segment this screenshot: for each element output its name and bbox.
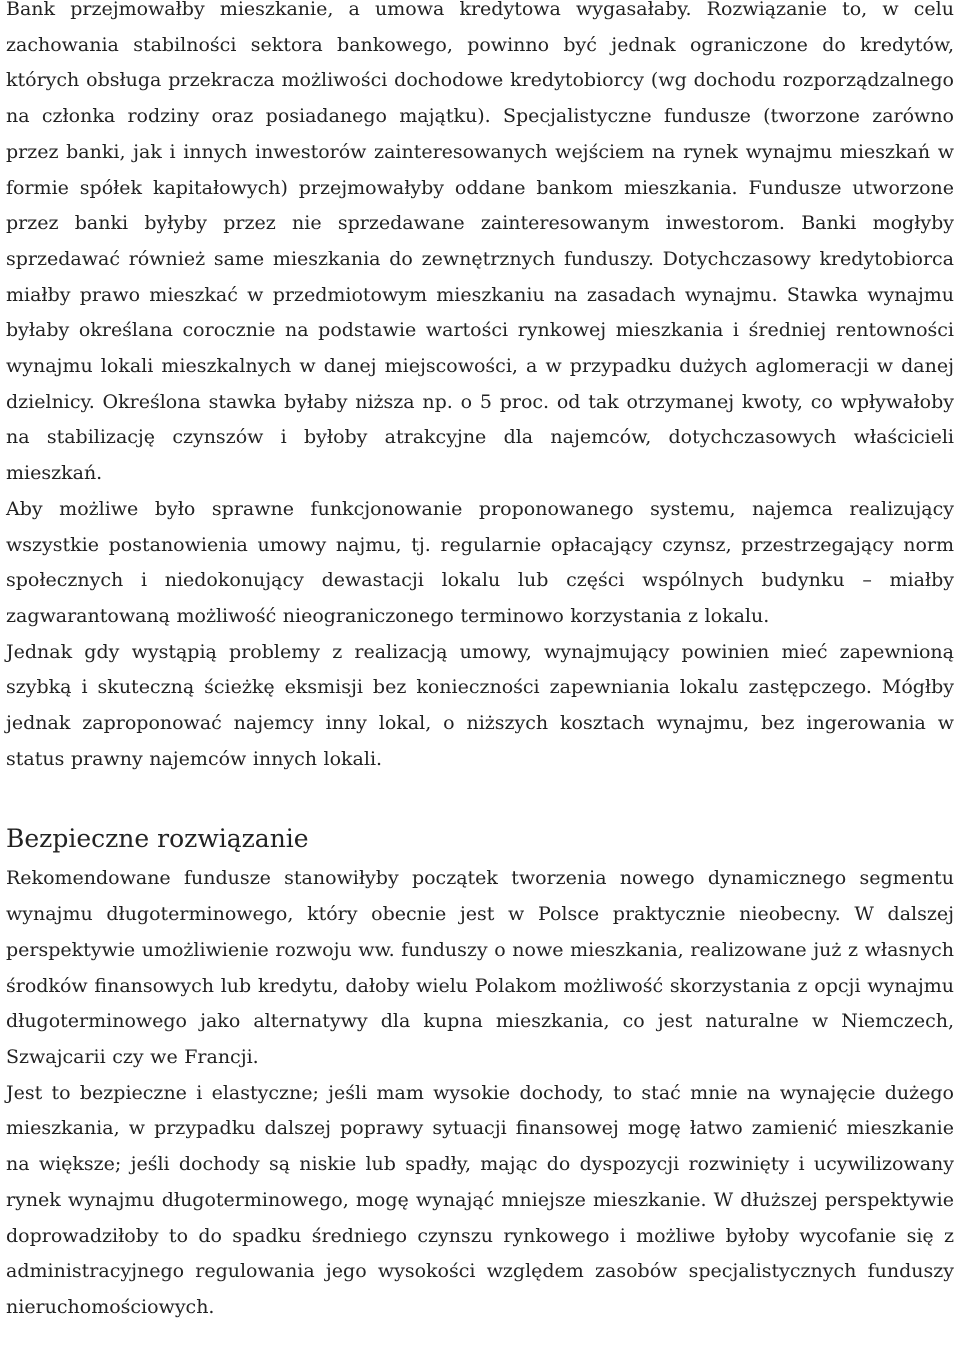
paragraph: Jednak gdy wystąpią problemy z realizacją umowy, wynajmujący powinien mieć zapewnioną szybką i skuteczną ścieżkę eksmisji bez konieczności zapewniania lokalu zastępczego. Mógłby jednak zaproponować najemcy inny lokal, o niższych kosztach wynajmu, bez ingerowania w status prawny najemców innych lokali.	[6, 640, 954, 770]
paragraph: Aby możliwe było sprawne funkcjonowanie proponowanego systemu, najemca realizujący wszystkie postanowienia umowy najmu, tj. regularnie opłacający czynsz, przestrzegający norm społecznych i niedokonujący dewastacji lokalu lub części wspólnych budynku – miałby zagwarantowaną możliwość nieograniczonego terminowo korzystania z lokalu.	[6, 497, 954, 627]
paragraph: Rekomendowane fundusze stanowiłyby początek tworzenia nowego dynamicznego segmentu wynajmu długoterminowego, który obecnie jest w Polsce praktycznie nieobecny. W dalszej perspektywie umożliwienie rozwoju ww. funduszy o nowe mieszkania, realizowane już z własnych środków finansowych lub kredytu, dałoby wielu Polakom możliwość skorzystania z opcji wynajmu długoterminowego jako alternatywy dla kupna mieszkania, co jest naturalne w Niemczech, Szwajcarii czy we Francji.	[6, 867, 954, 1068]
section-heading: Bezpieczne rozwiązanie	[6, 824, 309, 854]
paragraph: Jest to bezpieczne i elastyczne; jeśli mam wysokie dochody, to stać mnie na wynajęcie dużego mieszkania, w przypadku dalszej poprawy sytuacji finansowej mogę łatwo zamienić mieszkanie na większe; jeśli dochody są niskie lub spadły, mając do dyspozycji rozwinięty i ucywilizowany rynek wynajmu długoterminowego, mogę wynająć mniejsze mieszkanie. W dłuższej perspektywie doprowadziłoby to do spadku średniego czynszu rynkowego i możliwe byłoby wycofanie się z administracyjnego regulowania jego wysokości względem zasobów specjalistycznych funduszy nieruchomościowych.	[6, 1081, 954, 1318]
paragraph: Bank przejmowałby mieszkanie, a umowa kredytowa wygasałaby. Rozwiązanie to, w celu zachowania stabilności sektora bankowego, powinno być jednak ograniczone do kredytów, których obsługa przekracza możliwości dochodowe kredytobiorcy (wg dochodu rozporządzalnego na członka rodziny oraz posiadanego majątku). Specjalistyczne fundusze (tworzone zarówno przez banki, jak i innych inwestorów zainteresowanych wejściem na rynek wynajmu mieszkań w formie spółek kapitałowych) przejmowałyby oddane bankom mieszkania. Fundusze utworzone przez banki byłyby przez nie sprzedawane zainteresowanym inwestorom. Banki mogłyby sprzedawać również same mieszkania do zewnętrznych funduszy. Dotychczasowy kredytobiorca miałby prawo mieszkać w przedmiotowym mieszkaniu na zasadach wynajmu. Stawka wynajmu byłaby określana corocznie na podstawie wartości rynkowej mieszkania i średniej rentowności wynajmu lokali mieszkalnych w danej miejscowości, a w przypadku dużych aglomeracji w danej dzielnicy. Określona stawka byłaby niższa np. o 5 proc. od tak otrzymanej kwoty, co wpływałoby na stabilizację czynszów i byłoby atrakcyjne dla najemców, dotychczasowych właścicieli mieszkań.	[6, 0, 954, 485]
